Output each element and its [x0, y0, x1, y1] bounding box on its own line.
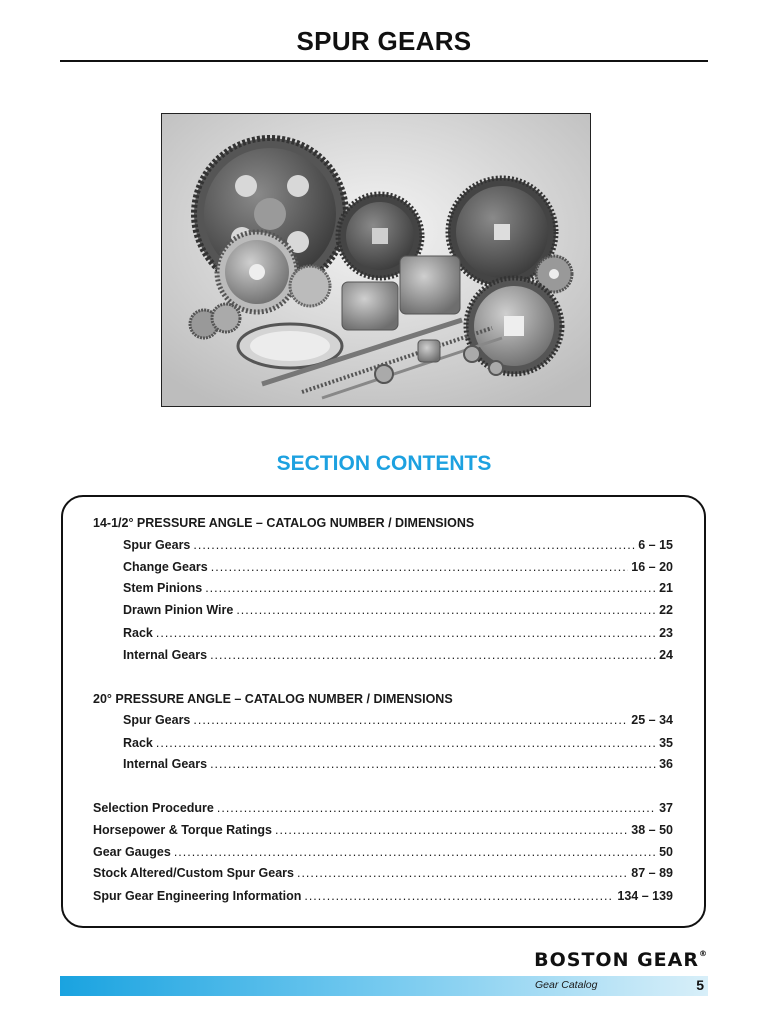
dot-leader	[217, 801, 656, 815]
toc-entry[interactable]	[123, 648, 673, 662]
dot-leader	[304, 889, 614, 903]
footer-bar	[60, 976, 708, 996]
toc-entry-pages: 50	[659, 845, 673, 859]
dot-leader	[210, 648, 656, 662]
title-divider	[60, 60, 708, 62]
group-heading-20: 20° PRESSURE ANGLE – CATALOG NUMBER / DIMENSIONS	[93, 692, 453, 706]
toc-entry-label: Rack	[123, 626, 153, 640]
toc-entry[interactable]	[93, 866, 673, 880]
toc-entry-pages: 25 – 34	[631, 713, 673, 727]
toc-entry-pages: 134 – 139	[617, 889, 673, 903]
gears-photo	[161, 113, 591, 407]
brand-name: BOSTON GEAR	[534, 949, 699, 971]
brand-logo	[534, 949, 708, 971]
page-title: SPUR GEARS	[296, 26, 472, 56]
toc-entry-label: Spur Gears	[123, 538, 191, 552]
toc-entry-label: Stock Altered/Custom Spur Gears	[93, 866, 294, 880]
toc-entry-pages: 35	[659, 736, 673, 750]
toc-entry-label: Horsepower & Torque Ratings	[93, 823, 272, 837]
toc-entry-label: Rack	[123, 736, 153, 750]
toc-entry-pages: 38 – 50	[631, 823, 673, 837]
toc-entry-label: Drawn Pinion Wire	[123, 603, 234, 617]
toc-entry[interactable]	[93, 889, 673, 903]
toc-entry[interactable]	[123, 713, 673, 727]
group-heading-14-5: 14-1/2° PRESSURE ANGLE – CATALOG NUMBER / DIMENSIONS	[93, 516, 475, 530]
toc-entry-label: Gear Gauges	[93, 845, 171, 859]
toc-entry[interactable]	[93, 801, 673, 815]
dot-leader	[156, 626, 656, 640]
catalog-label: Gear Catalog	[535, 979, 598, 991]
toc-entry-pages: 6 – 15	[638, 538, 673, 552]
toc-entry-pages: 16 – 20	[631, 560, 673, 574]
toc-entry-pages: 36	[659, 757, 673, 771]
dot-leader	[193, 713, 628, 727]
toc-entry[interactable]	[93, 823, 673, 837]
toc-entry-pages: 23	[659, 626, 673, 640]
dot-leader	[297, 866, 628, 880]
toc-entry-label: Change Gears	[123, 560, 208, 574]
toc-entry-label: Internal Gears	[123, 648, 208, 662]
dot-leader	[210, 757, 656, 771]
toc-entry[interactable]	[123, 581, 673, 595]
toc-entry-label: Spur Gear Engineering Information	[93, 889, 302, 903]
dot-leader	[236, 603, 656, 617]
registered-mark: ®	[699, 949, 708, 958]
toc-entry-label: Spur Gears	[123, 713, 191, 727]
dot-leader	[211, 560, 629, 574]
toc-entry-pages: 87 – 89	[631, 866, 673, 880]
gears-illustration	[162, 114, 590, 406]
toc-entry-pages: 21	[659, 581, 673, 595]
dot-leader	[174, 845, 656, 859]
toc-entry[interactable]	[123, 603, 673, 617]
toc-entry[interactable]	[123, 757, 673, 771]
toc-entry[interactable]	[123, 736, 673, 750]
toc-entry-label: Selection Procedure	[93, 801, 214, 815]
toc-entry[interactable]	[93, 845, 673, 859]
toc-entry-pages: 24	[659, 648, 673, 662]
toc-entry-label: Internal Gears	[123, 757, 208, 771]
toc-entry-pages: 37	[659, 801, 673, 815]
toc-entry-label: Stem Pinions	[123, 581, 203, 595]
section-heading: SECTION CONTENTS	[276, 452, 492, 475]
toc-entry[interactable]	[123, 626, 673, 640]
toc-entry[interactable]	[123, 560, 673, 574]
dot-leader	[275, 823, 628, 837]
dot-leader	[205, 581, 656, 595]
dot-leader	[156, 736, 656, 750]
dot-leader	[193, 538, 635, 552]
toc-entry[interactable]	[123, 538, 673, 552]
toc-entry-pages: 22	[659, 603, 673, 617]
page-number: 5	[696, 977, 704, 993]
